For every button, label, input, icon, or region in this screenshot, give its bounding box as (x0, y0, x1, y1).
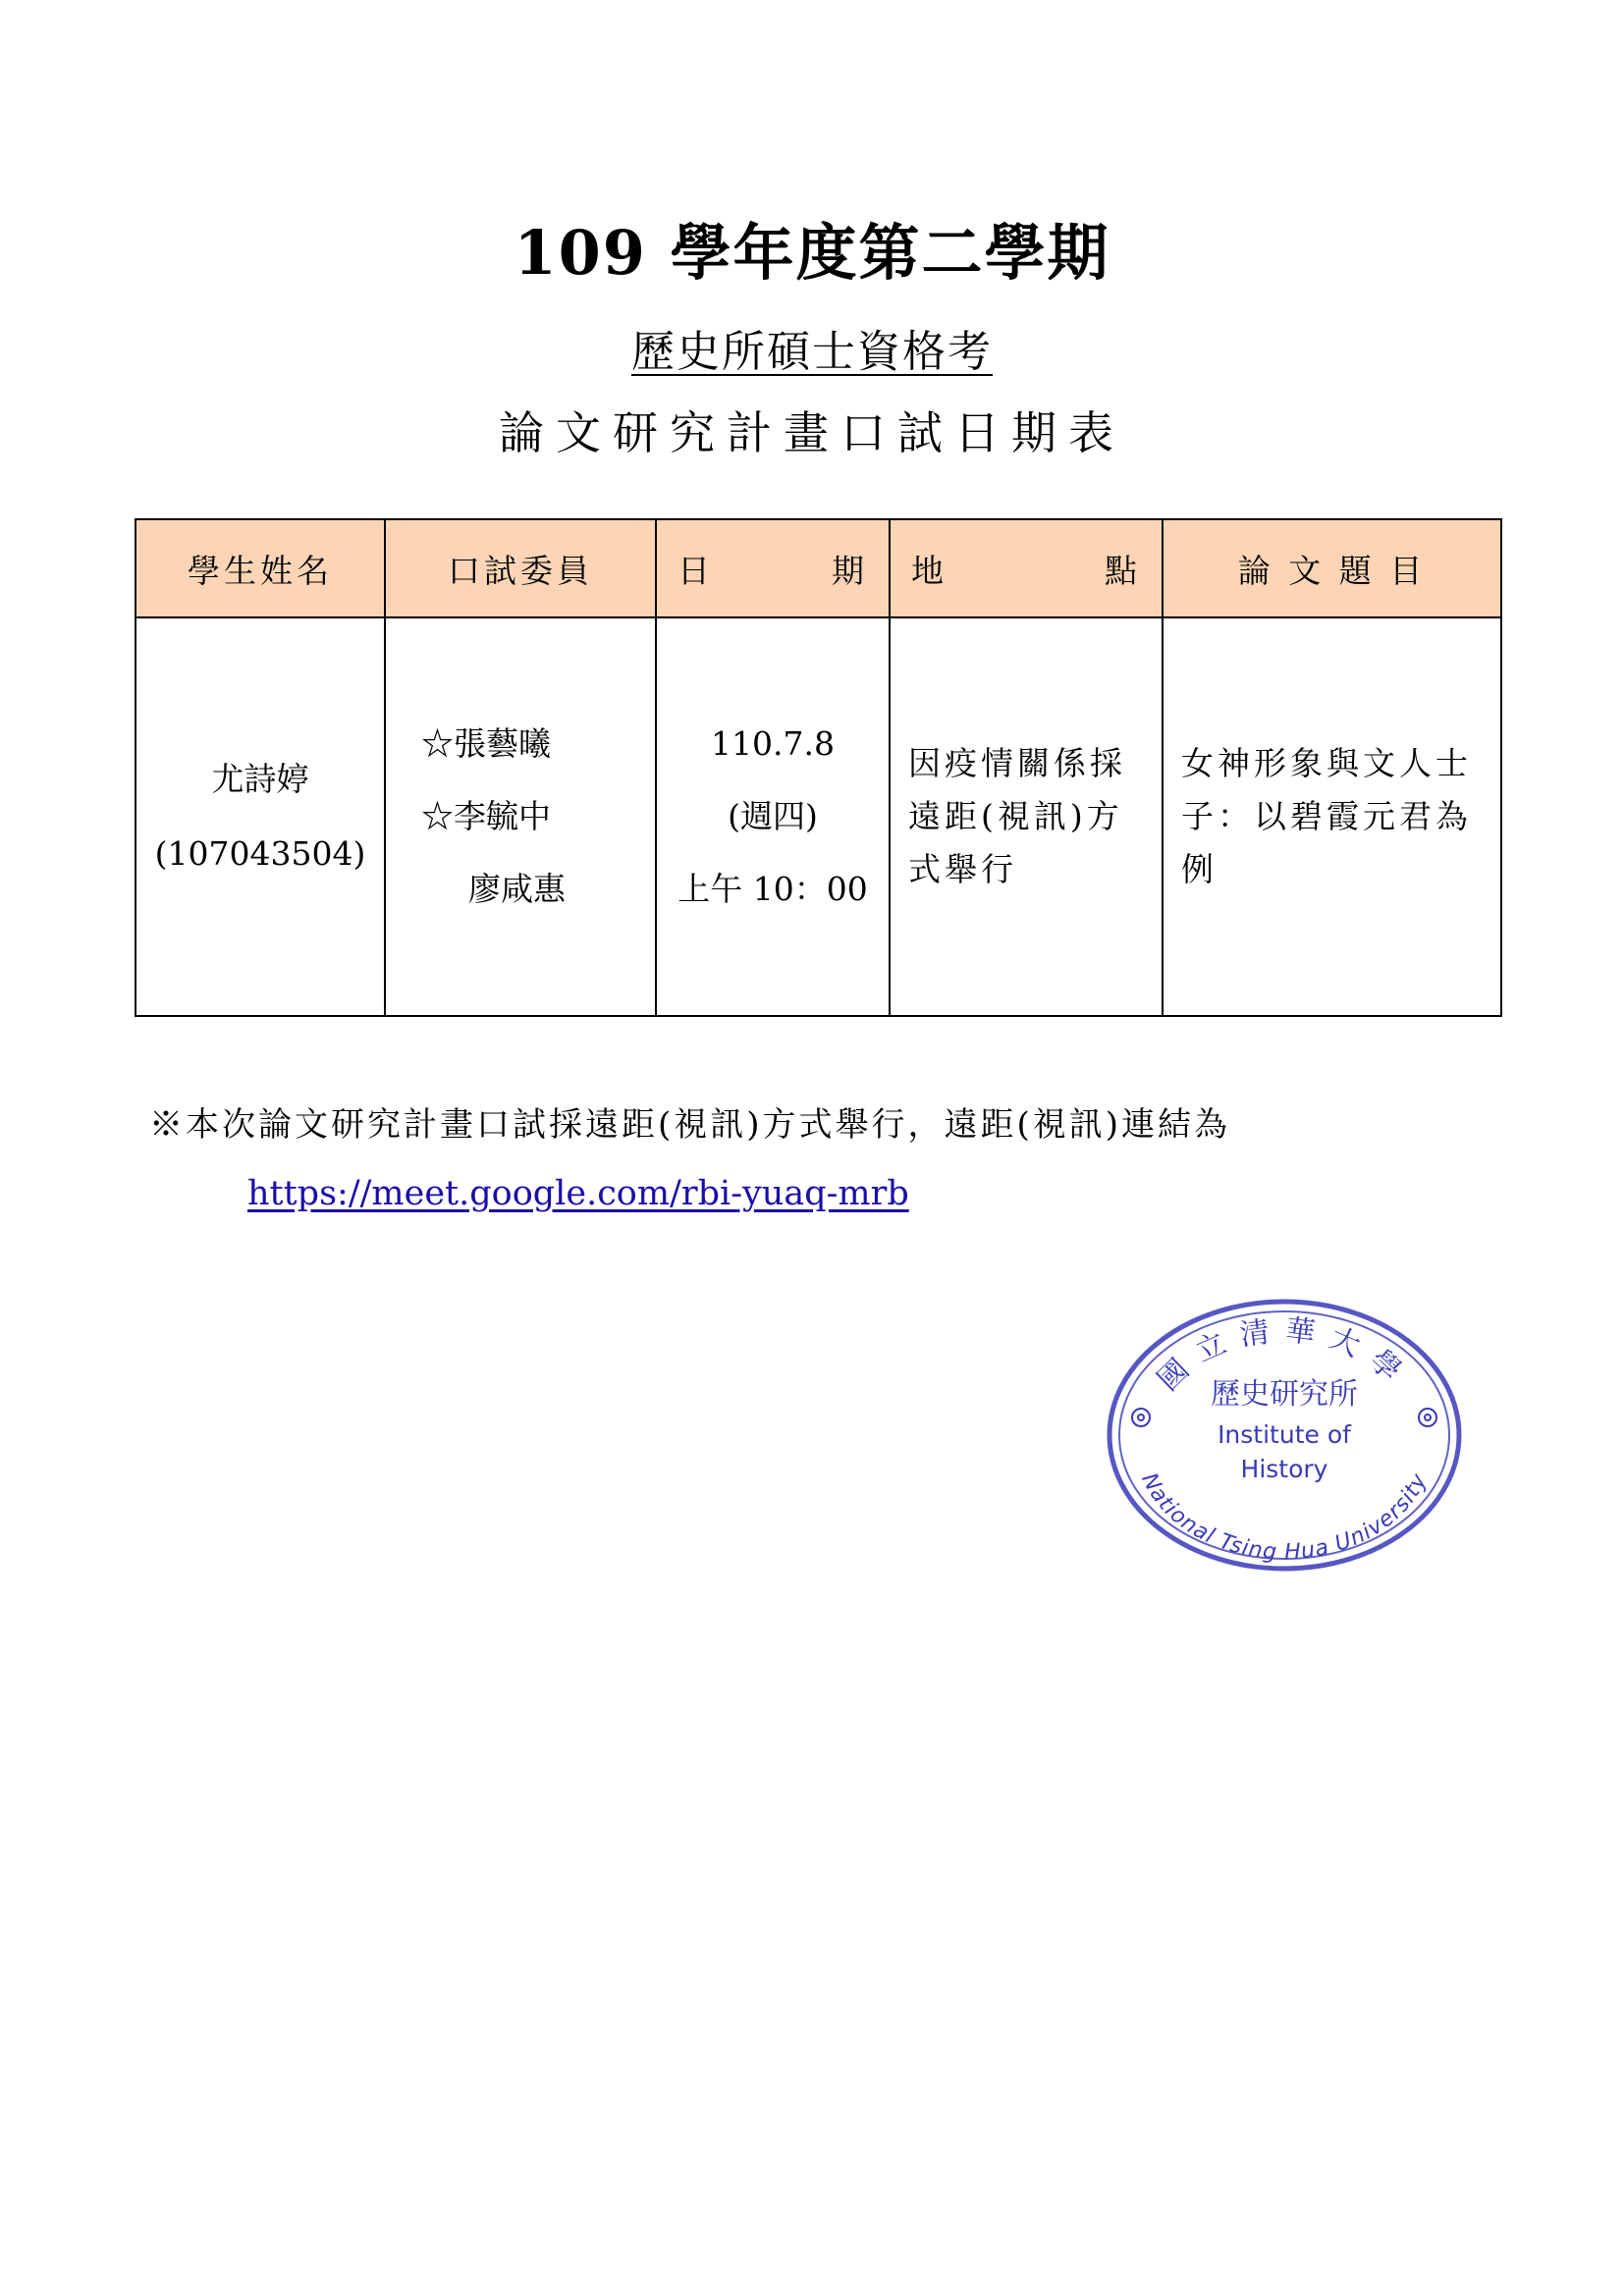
header-place-left: 地 (911, 551, 947, 590)
table-header-row (135, 519, 1501, 617)
place-cell: 因疫情關係採遠距(視訊)方式舉行 (890, 617, 1163, 1016)
remote-note: ※本次論文研究計畫口試採遠距(視訊)方式舉行，遠距(視訊)連結為 (149, 1105, 1231, 1145)
exam-date: 110.7.8 (711, 724, 835, 763)
seal-bottom-text: National Tsing Hua University (1136, 1468, 1433, 1566)
header-date-left: 日 (677, 551, 714, 590)
seal-top-text: 國立清華大學 (1151, 1312, 1418, 1399)
committee-member-2: ☆李毓中 (421, 797, 551, 835)
table-row (135, 617, 1501, 1016)
committee-member-3: 廖咸惠 (468, 870, 566, 908)
student-name: 尤詩婷 (211, 760, 309, 798)
header-topic: 論 文 題 目 (1163, 519, 1501, 617)
seal-center-cn: 歷史研究所 (1211, 1377, 1358, 1412)
student-id: (107043504) (154, 834, 366, 873)
schedule-heading: 論文研究計畫口試日期表 (499, 406, 1125, 459)
page-title: 109 學年度第二學期 (514, 217, 1110, 289)
date-cell (656, 617, 890, 1016)
student-cell (135, 617, 385, 1016)
header-student: 學生姓名 (135, 519, 385, 617)
seal-center-en-1: Institute of (1218, 1420, 1351, 1449)
header-place (890, 519, 1163, 617)
header-place-right: 點 (1105, 551, 1141, 590)
committee-cell (385, 617, 656, 1016)
topic-cell: 女神形象與文人士子：以碧霞元君為例 (1163, 617, 1501, 1016)
institute-seal (1088, 1288, 1481, 1582)
seal-center-en-2: History (1240, 1455, 1328, 1483)
exam-subtitle (0, 316, 1624, 379)
header-committee: 口試委員 (385, 519, 656, 617)
schedule-table (135, 518, 1502, 1017)
header-date (656, 519, 890, 617)
header-date-right: 期 (832, 551, 868, 590)
exam-weekday: (週四) (728, 797, 818, 835)
exam-subtitle-text: 歷史所碩士資格考 (631, 327, 993, 377)
exam-time: 上午 10：00 (677, 870, 868, 908)
meeting-link[interactable]: https://meet.google.com/rbi-yuaq-mrb (247, 1174, 909, 1213)
committee-member-1: ☆張藝曦 (421, 724, 551, 763)
